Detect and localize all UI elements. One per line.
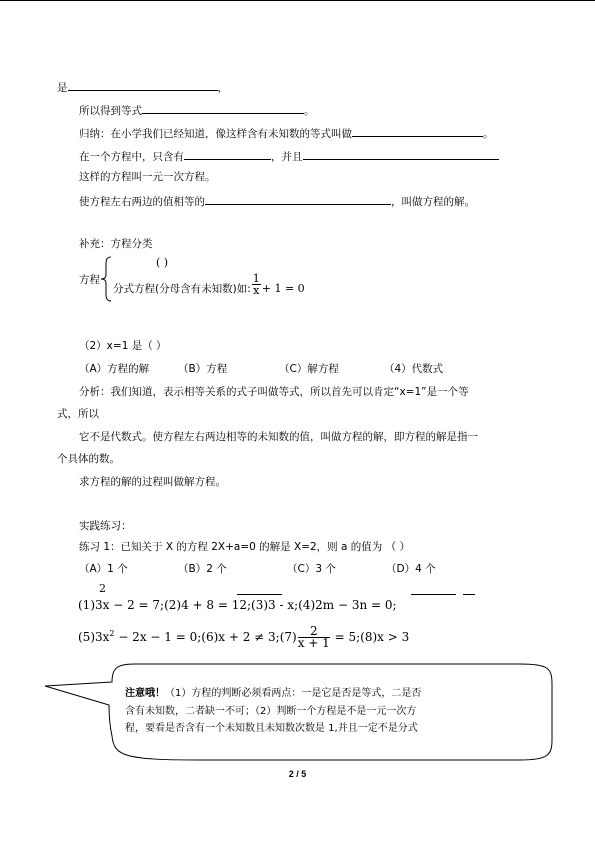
question-2-option-c[interactable]: （C）解方程: [279, 363, 339, 375]
question-2-option-d[interactable]: （4）代数式: [384, 363, 444, 375]
equation-row-2-exponent: 2: [109, 629, 115, 638]
classification-root: 方程: [79, 274, 100, 286]
note-line-1-text: （1）方程的判断必须看两点：一是它是否是等式，二是否: [165, 688, 422, 699]
intro-line-2-suffix: 。: [304, 105, 315, 117]
classification-upper-branch: ( ): [156, 256, 169, 269]
question-2-option-a[interactable]: （A）方程的解: [79, 363, 150, 375]
exercise-1-option-d[interactable]: （D）4 个: [386, 563, 436, 575]
equation-row-2-numerator: 2: [298, 626, 330, 638]
analysis-line-1: 分析：我们知道，表示相等关系的式子叫做等式，所以首先可以肯定“x=1”是一个等: [79, 386, 469, 398]
analysis-line-3: 它不是代数式。使方程左右两边相等的未知数的值，叫做方程的解，即方程的解是指一: [79, 431, 478, 443]
intro-line-1-prefix: 是: [57, 82, 68, 94]
equation-row-2-part-a: (5)3x: [78, 630, 110, 644]
exercise-1-option-a[interactable]: （A）1 个: [79, 563, 128, 575]
intro-line-1-suffix: ，: [217, 82, 228, 94]
example-rest: + 1 = 0: [261, 282, 305, 295]
equation-row-2-part-c: = 5;(8)x > 3: [330, 630, 410, 644]
page-number: 2 / 5: [288, 769, 307, 779]
intro-line-3-suffix: 。: [483, 128, 494, 140]
analysis-line-2: 式，所以: [57, 408, 99, 420]
analysis-line-4: 个具体的数。: [57, 453, 120, 465]
fractional-equation-label: 分式方程(分母含有未知数): [113, 283, 237, 295]
intro-line-2-prefix: 所以得到等式: [79, 105, 142, 117]
exercise-1-option-b[interactable]: （B）2 个: [178, 563, 227, 575]
example-numerator: 1: [252, 271, 260, 285]
example-denominator: x: [253, 283, 260, 297]
intro-line-4-prefix: 在一个方程中，只含有: [79, 151, 184, 163]
intro-line-6-prefix: 使方程左右两边的值相等的: [79, 196, 205, 208]
note-title: 注意哦！: [125, 688, 165, 699]
equation-row-2-part-b: − 2x − 1 = 0;(6)x + 2 ≠ 3;(7): [114, 630, 297, 644]
analysis-line-5: 求方程的解的过程叫做解方程。: [79, 476, 226, 488]
intro-line-3-prefix: 归纳：在小学我们已经知道，像这样含有未知数的等式叫做: [79, 128, 352, 140]
stray-digit: 2: [99, 582, 106, 595]
question-2-stem: （2）x=1 是（ ）: [79, 340, 167, 352]
equation-row-1: (1)3x − 2 = 7;(2)4 + 8 = 12;(3)3 - x;(4)2m − 3n = 0;: [78, 598, 397, 612]
exercise-1-stem: 练习 1：已知关于 X 的方程 2X+a=0 的解是 X=2，则 a 的值为 （ ）: [79, 541, 410, 553]
question-2-option-b[interactable]: （B）方程: [178, 363, 228, 375]
exercise-1-option-c[interactable]: （C）3 个: [287, 563, 336, 575]
intro-line-4-mid: ，并且: [271, 151, 303, 163]
practice-heading: 实践练习：: [79, 520, 132, 532]
note-line-2: 含有未知数，二者缺一不可；（2）判断一个方程是不是一元一次方: [125, 706, 417, 717]
note-line-1: [125, 685, 421, 702]
note-line-3: 程，要看是否含有一个未知数且未知数次数是 1,并且一定不是分式: [125, 723, 418, 734]
equation-row-2-denominator: x + 1: [297, 636, 330, 650]
intro-line-6-suffix: ，叫做方程的解。: [391, 196, 475, 208]
example-prefix: 如:: [236, 283, 251, 295]
classification-heading: 补充：方程分类: [79, 238, 153, 250]
intro-line-5: 这样的方程叫一元一次方程。: [79, 171, 216, 183]
